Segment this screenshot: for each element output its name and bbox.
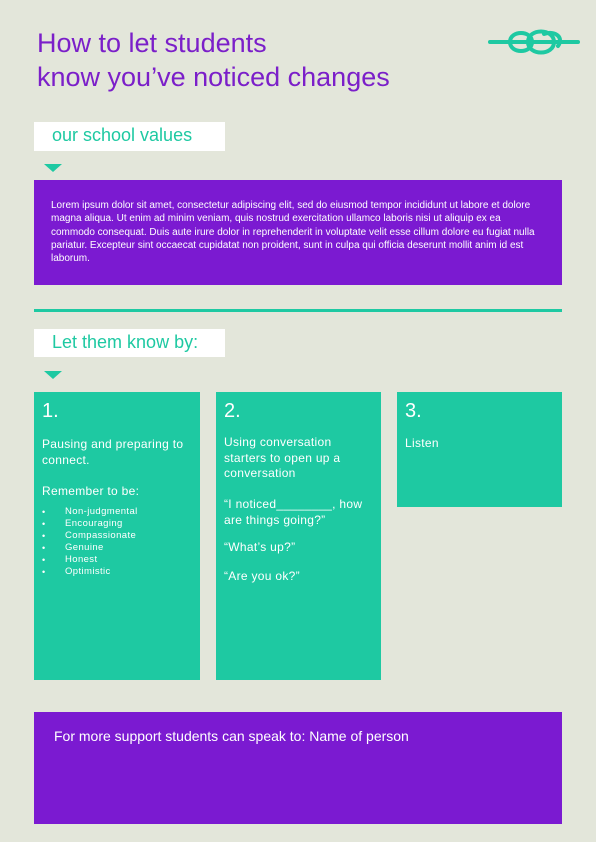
let-them-know-tag: Let them know by: (34, 329, 225, 357)
step-2-quote-2: “What’s up?” (224, 540, 296, 554)
step-1-remember: Remember to be: (42, 484, 140, 498)
step-2-quote-1: “I noticed________, how are things going?” (224, 497, 363, 527)
let-them-know-pointer (44, 371, 62, 379)
values-body: Lorem ipsum dolor sit amet, consectetur adipiscing elit, sed do eiusmod tempor incididunt ut labore et dolore magna aliqua. Ut enim ad minim veniam, quis nostrud exercitation ullamco laboris nisi ut aliquip ex ea commodo consequat. Duis aute irure dolor in reprehenderit in voluptate velit esse cillum dolore eu fugiat nulla pariatur. Excepteur sint occaecat cupidatat non proident, sunt in culpa qui officia deserunt mollit anim id est laborum. (51, 200, 535, 265)
step-3-number: 3. (405, 400, 422, 422)
list-item: • Honest (42, 554, 138, 566)
step-2-quote-3: “Are you ok?” (224, 569, 300, 583)
school-values-tag: our school values (34, 122, 225, 151)
qualities-list (42, 506, 138, 578)
step-2-card (216, 392, 381, 680)
list-item: • Encouraging (42, 518, 138, 530)
list-item: • Compassionate (42, 530, 138, 542)
list-item: • Genuine (42, 542, 138, 554)
list-item: • Non-judgmental (42, 506, 138, 518)
step-2-number: 2. (224, 400, 241, 422)
step-3-card (397, 392, 562, 507)
title-line-2: know you’ve noticed changes (37, 62, 390, 92)
step-2-text: Using conversation starters to open up a conversation (224, 435, 341, 480)
step-1-card (34, 392, 200, 680)
page-title (37, 26, 390, 94)
list-item: • Optimistic (42, 566, 138, 578)
title-line-1: How to let students (37, 28, 267, 58)
step-3-text: Listen (405, 436, 439, 450)
values-text-box (34, 180, 562, 285)
section-divider (34, 309, 562, 312)
support-box (34, 712, 562, 824)
step-1-number: 1. (42, 400, 59, 422)
support-text: For more support students can speak to: Name of person (54, 728, 409, 744)
values-pointer (44, 164, 62, 172)
step-1-text: Pausing and preparing to connect. (42, 437, 184, 467)
knot-logo-icon (488, 24, 580, 60)
